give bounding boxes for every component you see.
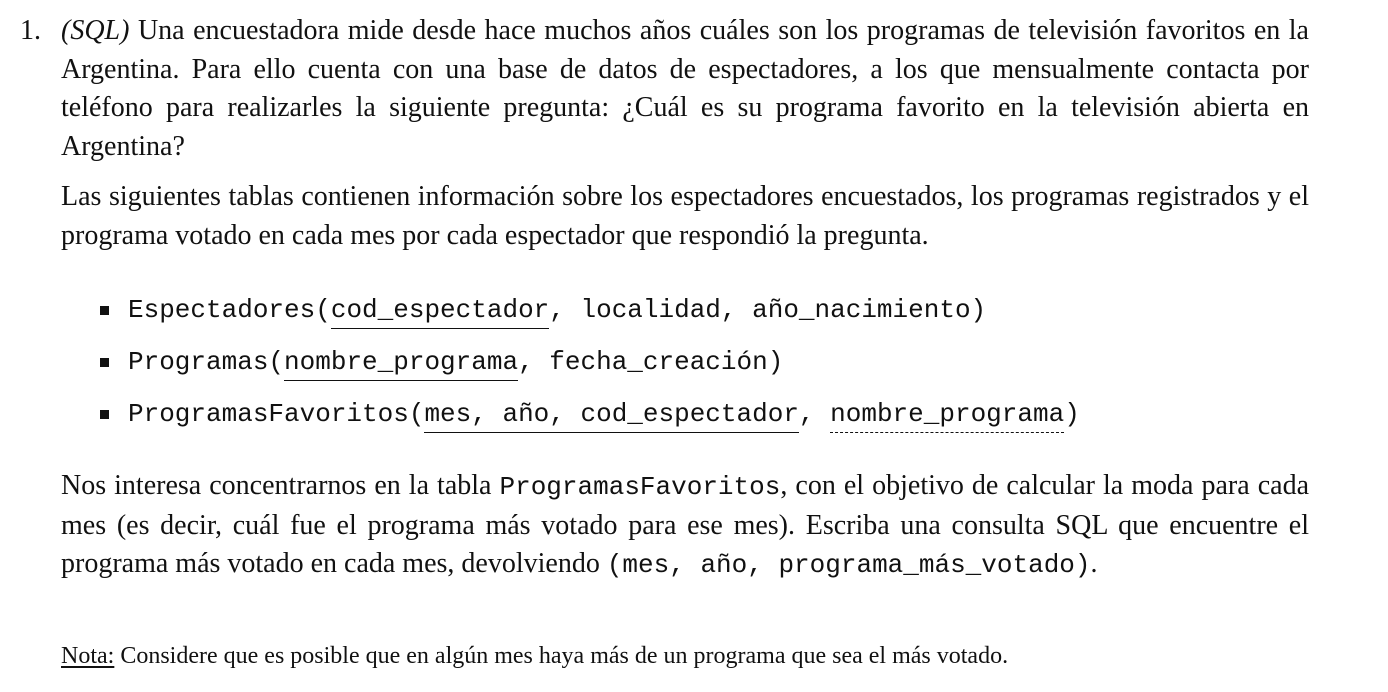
note bbox=[61, 640, 1008, 672]
primary-foreign-key: cod_espectador bbox=[580, 399, 798, 433]
primary-key: cod_espectador bbox=[331, 295, 549, 329]
task-text-1: Nos interesa concentrarnos en la tabla bbox=[61, 470, 500, 501]
note-label: Nota: bbox=[61, 643, 115, 669]
task-paragraph bbox=[61, 467, 1309, 585]
output-tuple: (mes, año, programa_más_votado) bbox=[606, 550, 1091, 580]
attributes: , localidad, año_nacimiento) bbox=[549, 295, 987, 325]
schema-list bbox=[98, 288, 1080, 444]
bullet-icon bbox=[100, 410, 109, 419]
bullet-icon bbox=[100, 306, 109, 315]
task-text-3: . bbox=[1090, 548, 1098, 579]
primary-key bbox=[424, 399, 798, 433]
intro-text: Una encuestadora mide desde hace muchos años cuáles son los programas de televisión favoritos en la Argentina. Para ello cuenta con una base de datos de espectadores, a los que mensualmente contacta por teléfono para realizarles la siguiente pregunta: ¿Cuál es su programa favorito en la televisión abierta en Argentina? bbox=[61, 15, 1309, 162]
bullet-icon bbox=[100, 358, 109, 367]
primary-key-part: mes, año, bbox=[424, 399, 581, 429]
schema-espectadores bbox=[98, 288, 1080, 340]
table-name: ProgramasFavoritos( bbox=[128, 399, 425, 429]
table-name: Espectadores( bbox=[128, 295, 331, 325]
exercise-intro bbox=[61, 12, 1309, 166]
tables-intro: Las siguientes tablas contienen información sobre los espectadores encuestados, los programas registrados y el programa votado en cada mes por cada espectador que respondió la pregunta. bbox=[61, 181, 1309, 251]
primary-key: nombre_programa bbox=[284, 347, 518, 381]
task-text-2: , con el objetivo de calcular la moda para cada mes (es decir, cuál fue el programa más votado para ese mes). Escriba una consulta SQL que encuentre el programa más votado en cada mes, devolviendo bbox=[61, 470, 1309, 579]
table-name: Programas( bbox=[128, 347, 285, 377]
schema-programas bbox=[98, 340, 1080, 392]
foreign-key: nombre_programa bbox=[830, 399, 1064, 433]
table-reference: ProgramasFavoritos bbox=[499, 472, 781, 502]
note-text: Considere que es posible que en algún mes haya más de un programa que sea el más votado. bbox=[114, 643, 1009, 669]
close-paren: ) bbox=[1064, 399, 1080, 429]
exercise-tag: (SQL) bbox=[61, 15, 130, 46]
schema-programas-favoritos bbox=[98, 392, 1080, 444]
exercise-number: 1. bbox=[20, 15, 41, 46]
attributes: , fecha_creación) bbox=[518, 347, 784, 377]
separator: , bbox=[798, 399, 831, 429]
